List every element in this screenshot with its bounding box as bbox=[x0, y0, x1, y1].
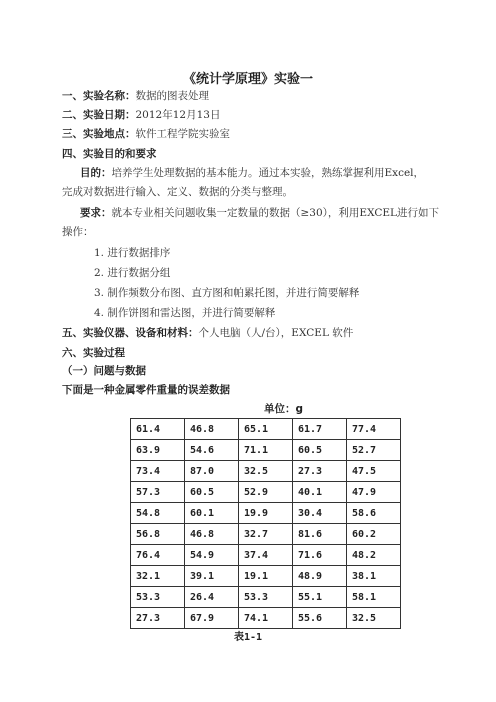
table-cell: 74.1 bbox=[239, 608, 293, 629]
table-cell: 71.1 bbox=[239, 440, 293, 461]
table-cell: 87.0 bbox=[185, 461, 239, 482]
table-cell: 40.1 bbox=[293, 482, 347, 503]
section-experiment-name bbox=[62, 89, 209, 103]
table-row bbox=[131, 524, 401, 545]
section-value: 个人电脑（人/台），EXCEL 软件 bbox=[198, 327, 354, 339]
list-item: 4. 制作饼图和雷达图，并进行简要解释 bbox=[94, 307, 276, 319]
table-cell: 27.3 bbox=[131, 608, 185, 629]
purpose-text-continued: 完成对数据进行输入、定义、数据的分类与整理。 bbox=[62, 186, 293, 198]
table-cell: 32.5 bbox=[239, 461, 293, 482]
section-label: 六、实验过程 bbox=[62, 347, 125, 359]
purpose-paragraph bbox=[80, 166, 424, 180]
data-intro: 下面是一种金属零件重量的误差数据 bbox=[62, 384, 230, 396]
table-cell: 47.5 bbox=[347, 461, 401, 482]
table-cell: 37.4 bbox=[239, 545, 293, 566]
table-cell: 19.1 bbox=[239, 566, 293, 587]
table-cell: 47.9 bbox=[347, 482, 401, 503]
table-cell: 60.5 bbox=[185, 482, 239, 503]
table-cell: 32.5 bbox=[347, 608, 401, 629]
section-value: 2012年12月13日 bbox=[135, 109, 221, 121]
table-cell: 60.2 bbox=[347, 524, 401, 545]
table-cell: 58.1 bbox=[347, 587, 401, 608]
table-cell: 53.3 bbox=[131, 587, 185, 608]
table-cell: 77.4 bbox=[347, 419, 401, 440]
section-process-heading bbox=[62, 346, 125, 360]
section-value: 数据的图表处理 bbox=[135, 90, 209, 102]
purpose-text: 培养学生处理数据的基本能力。通过本实验，熟练掌握利用Excel， bbox=[111, 167, 425, 179]
table-row bbox=[131, 608, 401, 629]
section-experiment-location bbox=[62, 127, 230, 141]
table-cell: 54.9 bbox=[185, 545, 239, 566]
table-row bbox=[131, 461, 401, 482]
table-cell: 56.8 bbox=[131, 524, 185, 545]
table-cell: 63.9 bbox=[131, 440, 185, 461]
list-item: 2. 进行数据分组 bbox=[94, 267, 171, 279]
section-label: 四、实验目的和要求 bbox=[62, 148, 157, 160]
table-cell: 55.1 bbox=[293, 587, 347, 608]
table-cell: 38.1 bbox=[347, 566, 401, 587]
subsection-heading: （一）问题与数据 bbox=[62, 365, 146, 377]
table-cell: 76.4 bbox=[131, 545, 185, 566]
requirement-text-continued: 操作： bbox=[62, 226, 94, 238]
table-cell: 32.7 bbox=[239, 524, 293, 545]
section-label: 五、实验仪器、设备和材料： bbox=[62, 327, 199, 339]
table-cell: 55.6 bbox=[293, 608, 347, 629]
table-cell: 65.1 bbox=[239, 419, 293, 440]
table-cell: 71.6 bbox=[293, 545, 347, 566]
table-cell: 52.7 bbox=[347, 440, 401, 461]
table-row bbox=[131, 440, 401, 461]
table-row bbox=[131, 587, 401, 608]
table-row bbox=[131, 503, 401, 524]
section-label: 一、实验名称： bbox=[62, 90, 136, 102]
table-cell: 61.7 bbox=[293, 419, 347, 440]
section-experiment-date bbox=[62, 108, 220, 122]
table-cell: 67.9 bbox=[185, 608, 239, 629]
table-caption: 表1-1 bbox=[233, 632, 263, 643]
section-label: 三、实验地点： bbox=[62, 128, 136, 140]
table-cell: 27.3 bbox=[293, 461, 347, 482]
table-cell: 58.6 bbox=[347, 503, 401, 524]
table-row bbox=[131, 545, 401, 566]
purpose-label: 目的： bbox=[80, 167, 112, 179]
section-purpose-heading bbox=[62, 147, 157, 161]
table-cell: 48.2 bbox=[347, 545, 401, 566]
table-cell: 19.9 bbox=[239, 503, 293, 524]
list-item: 3. 制作频数分布图、直方图和帕累托图，并进行简要解释 bbox=[94, 287, 360, 299]
table-cell: 46.8 bbox=[185, 524, 239, 545]
requirement-label: 要求： bbox=[80, 207, 112, 219]
table-cell: 48.9 bbox=[293, 566, 347, 587]
requirement-paragraph bbox=[80, 206, 439, 220]
table-cell: 30.4 bbox=[293, 503, 347, 524]
data-table bbox=[130, 418, 401, 629]
table-row bbox=[131, 482, 401, 503]
list-item: 1. 进行数据排序 bbox=[94, 247, 171, 259]
table-cell: 52.9 bbox=[239, 482, 293, 503]
document-title: 《统计学原理》实验一 bbox=[182, 72, 313, 87]
table-cell: 61.4 bbox=[131, 419, 185, 440]
table-cell: 60.1 bbox=[185, 503, 239, 524]
table-cell: 46.8 bbox=[185, 419, 239, 440]
table-row bbox=[131, 566, 401, 587]
section-equipment bbox=[62, 326, 353, 340]
table-cell: 39.1 bbox=[185, 566, 239, 587]
section-label: 二、实验日期： bbox=[62, 109, 136, 121]
table-cell: 57.3 bbox=[131, 482, 185, 503]
table-cell: 53.3 bbox=[239, 587, 293, 608]
requirement-text: 就本专业相关问题收集一定数量的数据（≥30），利用EXCEL进行如下 bbox=[111, 207, 440, 219]
table-cell: 73.4 bbox=[131, 461, 185, 482]
unit-label: 单位：g bbox=[264, 403, 304, 415]
table-row bbox=[131, 419, 401, 440]
section-value: 软件工程学院实验室 bbox=[135, 128, 230, 140]
table-cell: 32.1 bbox=[131, 566, 185, 587]
table-cell: 54.8 bbox=[131, 503, 185, 524]
table-cell: 26.4 bbox=[185, 587, 239, 608]
table-cell: 81.6 bbox=[293, 524, 347, 545]
table-cell: 60.5 bbox=[293, 440, 347, 461]
table-cell: 54.6 bbox=[185, 440, 239, 461]
